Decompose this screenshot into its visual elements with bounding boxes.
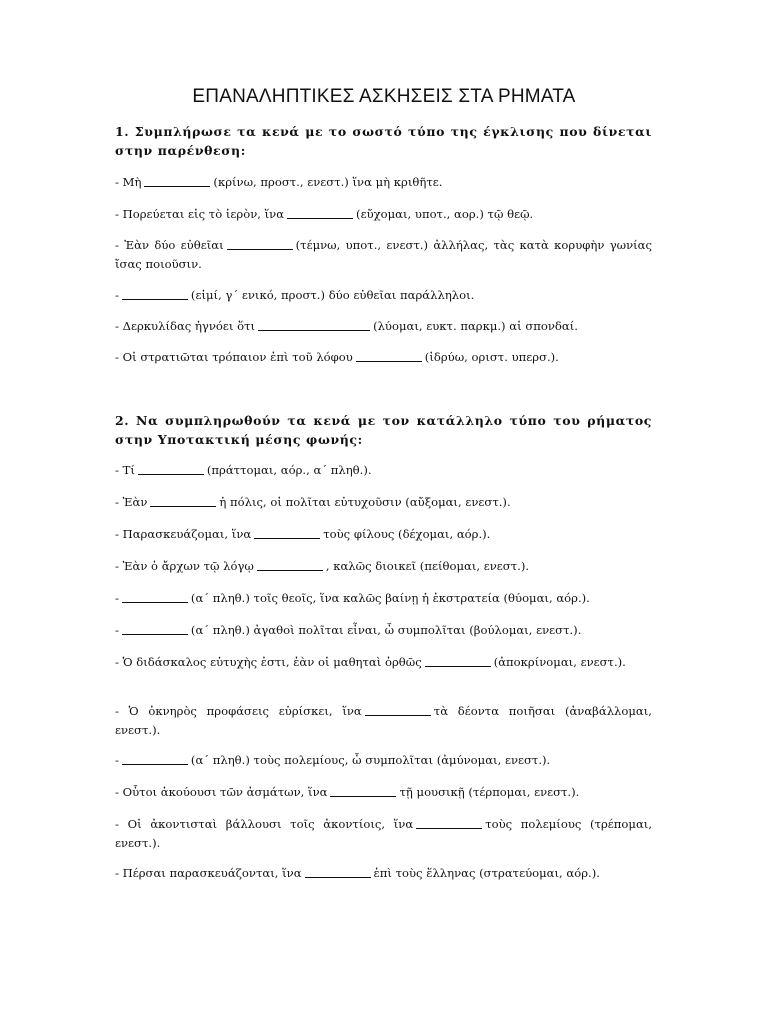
section-2-heading: 2. Να συμπληρωθούν τα κενά με τον κατάλληλο τύπο του ρήματος στην Υποτακτική μέσης φωνής: [115,413,652,447]
exercise-2-item: - Ὁ διδάσκαλος εὐτυχὴς ἐστι, ἐὰν οἱ μαθηταὶ ὀρθῶς (ἀποκρίνομαι, ενεστ.). [115,655,626,669]
answer-blank[interactable] [356,360,422,362]
answer-blank[interactable] [144,185,210,187]
answer-blank[interactable] [227,248,293,250]
exercise-2-item: - Ἐὰν ἡ πόλις, οἱ πολῖται εὐτυχοῦσιν (αὔξομαι, ενεστ.). [115,495,511,509]
answer-blank[interactable] [122,633,188,635]
answer-blank[interactable] [287,217,353,219]
exercise-2-item: - Ὁ ὀκνηρὸς προφάσεις εὑρίσκει, ἵνα τὰ δέοντα ποιῆσαι (ἀναβάλλομαι, ενεστ.). [115,704,652,737]
answer-blank[interactable] [365,714,431,716]
answer-blank[interactable] [122,298,188,300]
exercise-1-item: - (εἰμί, γ΄ ενικό, προστ.) δύο εὐθεῖαι παράλληλοι. [115,288,475,302]
page-title: ΕΠΑΝΑΛΗΠΤΙΚΕΣ ΑΣΚΗΣΕΙΣ ΣΤΑ ΡΗΜΑΤΑ [192,86,576,107]
exercise-2-item: - Ἐὰν ὁ ἄρχων τῷ λόγῳ , καλῶς διοικεῖ (πείθομαι, ενεστ.). [115,559,530,573]
answer-blank[interactable] [305,876,371,878]
exercise-1-item: - Δερκυλίδας ἠγνόει ὅτι (λύομαι, ευκτ. παρκμ.) αἱ σπονδαί. [115,319,578,333]
exercise-2-item: - Πέρσαι παρασκευάζονται, ἵνα ἐπὶ τοὺς ἕλληνας (στρατεύομαι, αόρ.). [115,866,600,880]
answer-blank[interactable] [122,601,188,603]
answer-blank[interactable] [330,795,396,797]
answer-blank[interactable] [425,665,491,667]
answer-blank[interactable] [122,763,188,765]
exercise-2-item: - Οὗτοι ἀκούουσι τῶν ἀσμάτων, ἵνα τῇ μουσικῇ (τέρπομαι, ενεστ.). [115,785,580,799]
answer-blank[interactable] [138,473,204,475]
exercise-1-item: - Μὴ (κρίνω, προστ., ενεστ.) ἵνα μὴ κριθῆτε. [115,175,443,189]
answer-blank[interactable] [257,569,323,571]
exercise-1-item: - Ἐὰν δύο εὐθεῖαι (τέμνω, υποτ., ενεστ.) ἀλλήλας, τὰς κατὰ κορυφὴν γωνίας ἴσας ποιοῦσιν. [115,238,652,271]
exercise-2-item: - Οἱ ἀκοντισταὶ βάλλουσι τοῖς ἀκοντίοις, ἵνα τοὺς πολεμίους (τρέπομαι, ενεστ.). [115,817,652,850]
exercise-2-item: - Τί (πράττομαι, αόρ., α΄ πληθ.). [115,463,372,477]
answer-blank[interactable] [416,827,482,829]
section-1-heading: 1. Συμπλήρωσε τα κενά με το σωστό τύπο της έγκλισης που δίνεται στην παρένθεση: [115,124,652,158]
exercise-1-item: - Οἱ στρατιῶται τρόπαιον ἐπὶ τοῦ λόφου (ἱδρύω, οριστ. υπερσ.). [115,350,559,364]
answer-blank[interactable] [150,505,216,507]
exercise-1-item: - Πορεύεται εἰς τὸ ἱερὸν, ἵνα (εὔχομαι, υποτ., αορ.) τῷ θεῷ. [115,207,534,221]
answer-blank[interactable] [258,329,370,331]
exercise-2-item: - (α΄ πληθ.) ἀγαθοὶ πολῖται εἶναι, ὦ συμπολῖται (βούλομαι, ενεστ.). [115,623,582,637]
exercise-2-item: - (α΄ πληθ.) τοὺς πολεμίους, ὦ συμπολῖται (ἀμύνομαι, ενεστ.). [115,753,551,767]
exercise-2-item: - Παρασκευάζομαι, ἵνα τοὺς φίλους (δέχομαι, αόρ.). [115,527,491,541]
answer-blank[interactable] [254,537,320,539]
exercise-2-item: - (α΄ πληθ.) τοῖς θεοῖς, ἵνα καλῶς βαίνῃ ἡ ἐκστρατεία (θύομαι, αόρ.). [115,591,590,605]
